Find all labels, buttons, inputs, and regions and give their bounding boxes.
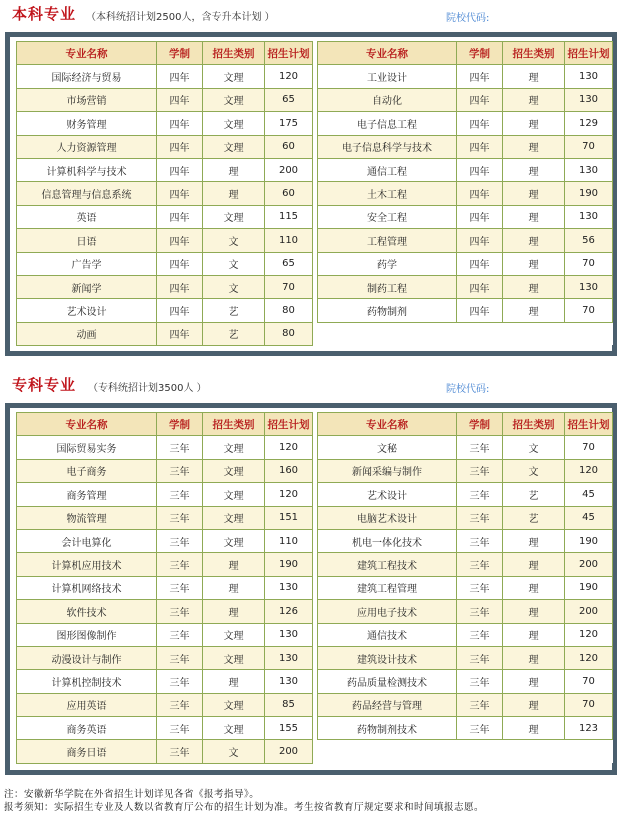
table-row bbox=[17, 670, 313, 693]
table-cell: 175 bbox=[265, 112, 313, 135]
table-cell: 文 bbox=[203, 275, 265, 298]
table-cell: 应用电子技术 bbox=[318, 600, 457, 623]
table-cell: 理 bbox=[203, 553, 265, 576]
table-cell: 126 bbox=[265, 600, 313, 623]
table-cell: 三年 bbox=[157, 623, 203, 646]
empty-cell bbox=[457, 740, 503, 763]
table-row bbox=[17, 182, 313, 205]
undergrad-header bbox=[0, 2, 624, 26]
table-cell: 文理 bbox=[203, 529, 265, 552]
table-cell: 160 bbox=[265, 459, 313, 482]
table-cell: 新闻学 bbox=[17, 275, 157, 298]
table-row bbox=[17, 459, 313, 482]
table-cell: 三年 bbox=[457, 623, 503, 646]
table-row bbox=[318, 459, 613, 482]
table-cell: 四年 bbox=[457, 88, 503, 111]
table-cell: 三年 bbox=[457, 553, 503, 576]
table-cell: 文 bbox=[203, 252, 265, 275]
column-header: 专业名称 bbox=[318, 413, 457, 436]
table-cell: 120 bbox=[265, 436, 313, 459]
table-cell: 理 bbox=[503, 529, 565, 552]
college-table-right bbox=[317, 412, 613, 763]
table-cell: 理 bbox=[503, 576, 565, 599]
table-cell: 85 bbox=[265, 693, 313, 716]
table-cell: 动漫设计与制作 bbox=[17, 646, 157, 669]
table-cell: 理 bbox=[503, 182, 565, 205]
table-cell: 建筑设计技术 bbox=[318, 646, 457, 669]
table-cell: 艺 bbox=[203, 299, 265, 322]
table-cell: 三年 bbox=[157, 646, 203, 669]
table-row bbox=[17, 576, 313, 599]
table-row bbox=[318, 623, 613, 646]
table-row bbox=[17, 112, 313, 135]
table-cell: 理 bbox=[503, 646, 565, 669]
table-cell: 三年 bbox=[157, 670, 203, 693]
table-cell: 四年 bbox=[157, 229, 203, 252]
table-row bbox=[17, 252, 313, 275]
table-row bbox=[17, 229, 313, 252]
table-cell: 四年 bbox=[157, 135, 203, 158]
table-row bbox=[17, 506, 313, 529]
table-cell: 130 bbox=[565, 275, 613, 298]
table-cell: 理 bbox=[203, 158, 265, 181]
table-cell: 文理 bbox=[203, 623, 265, 646]
table-cell: 三年 bbox=[157, 600, 203, 623]
table-cell: 动画 bbox=[17, 322, 157, 345]
undergrad-code-label: 院校代码: bbox=[446, 13, 490, 24]
table-cell: 四年 bbox=[457, 182, 503, 205]
table-cell: 四年 bbox=[157, 205, 203, 228]
table-cell: 图形图像制作 bbox=[17, 623, 157, 646]
table-cell: 129 bbox=[565, 112, 613, 135]
table-cell: 制药工程 bbox=[318, 275, 457, 298]
table-cell: 商务管理 bbox=[17, 483, 157, 506]
table-row bbox=[318, 436, 613, 459]
table-cell: 通信技术 bbox=[318, 623, 457, 646]
table-row bbox=[17, 623, 313, 646]
table-cell: 130 bbox=[565, 205, 613, 228]
table-cell: 110 bbox=[265, 529, 313, 552]
table-cell: 自动化 bbox=[318, 88, 457, 111]
table-cell: 计算机网络技术 bbox=[17, 576, 157, 599]
table-cell: 三年 bbox=[457, 600, 503, 623]
table-row bbox=[17, 158, 313, 181]
table-row bbox=[17, 299, 313, 322]
table-cell: 艺术设计 bbox=[318, 483, 457, 506]
footnote-1: 注：安徽新华学院在外省招生计划详见各省《报考指导》。 bbox=[4, 789, 260, 800]
table-cell: 艺 bbox=[203, 322, 265, 345]
table-row bbox=[17, 740, 313, 763]
table-cell: 文理 bbox=[203, 135, 265, 158]
table-row bbox=[318, 717, 613, 740]
table-cell: 190 bbox=[565, 529, 613, 552]
column-header: 招生计划 bbox=[265, 42, 313, 65]
table-cell: 艺术设计 bbox=[17, 299, 157, 322]
table-cell: 理 bbox=[503, 299, 565, 322]
table-cell: 文理 bbox=[203, 65, 265, 88]
table-cell: 市场营销 bbox=[17, 88, 157, 111]
column-header: 招生类别 bbox=[503, 413, 565, 436]
table-row bbox=[17, 529, 313, 552]
column-header: 招生类别 bbox=[503, 42, 565, 65]
table-cell: 三年 bbox=[457, 529, 503, 552]
table-cell: 国际贸易实务 bbox=[17, 436, 157, 459]
column-header: 专业名称 bbox=[17, 413, 157, 436]
table-cell: 200 bbox=[265, 158, 313, 181]
column-header: 招生计划 bbox=[265, 413, 313, 436]
table-cell: 130 bbox=[265, 646, 313, 669]
college-note: （专科统招计划3500人 ） bbox=[88, 383, 207, 394]
table-cell: 四年 bbox=[157, 299, 203, 322]
table-cell: 四年 bbox=[457, 112, 503, 135]
table-row bbox=[17, 436, 313, 459]
table-cell: 80 bbox=[265, 299, 313, 322]
table-cell: 三年 bbox=[157, 483, 203, 506]
table-cell: 70 bbox=[565, 436, 613, 459]
table-row bbox=[318, 553, 613, 576]
table-cell: 药品经营与管理 bbox=[318, 693, 457, 716]
table-cell: 155 bbox=[265, 717, 313, 740]
empty-cell bbox=[565, 740, 613, 763]
table-cell: 四年 bbox=[157, 158, 203, 181]
table-cell: 四年 bbox=[157, 65, 203, 88]
column-header: 招生类别 bbox=[203, 42, 265, 65]
table-cell: 130 bbox=[265, 670, 313, 693]
table-cell: 新闻采编与制作 bbox=[318, 459, 457, 482]
table-cell: 文理 bbox=[203, 436, 265, 459]
table-row bbox=[17, 135, 313, 158]
undergrad-table-left bbox=[16, 41, 313, 346]
table-cell: 建筑工程技术 bbox=[318, 553, 457, 576]
table-cell: 财务管理 bbox=[17, 112, 157, 135]
table-cell: 130 bbox=[265, 576, 313, 599]
table-row bbox=[17, 65, 313, 88]
table-row bbox=[318, 112, 613, 135]
empty-cell bbox=[565, 322, 613, 345]
table-cell: 190 bbox=[265, 553, 313, 576]
table-cell: 三年 bbox=[457, 717, 503, 740]
column-header: 学制 bbox=[157, 413, 203, 436]
table-cell: 四年 bbox=[157, 275, 203, 298]
table-cell: 四年 bbox=[157, 322, 203, 345]
table-cell: 理 bbox=[503, 158, 565, 181]
table-row bbox=[318, 693, 613, 716]
table-row bbox=[17, 88, 313, 111]
table-cell: 文理 bbox=[203, 112, 265, 135]
table-cell: 文 bbox=[203, 229, 265, 252]
college-table-left bbox=[16, 412, 313, 764]
table-cell: 文理 bbox=[203, 646, 265, 669]
table-cell: 机电一体化技术 bbox=[318, 529, 457, 552]
empty-cell bbox=[318, 740, 457, 763]
table-cell: 60 bbox=[265, 135, 313, 158]
table-cell: 电子信息科学与技术 bbox=[318, 135, 457, 158]
table-cell: 日语 bbox=[17, 229, 157, 252]
table-cell: 电子商务 bbox=[17, 459, 157, 482]
table-cell: 软件技术 bbox=[17, 600, 157, 623]
table-row bbox=[318, 229, 613, 252]
table-cell: 英语 bbox=[17, 205, 157, 228]
table-cell: 130 bbox=[565, 88, 613, 111]
table-cell: 理 bbox=[503, 693, 565, 716]
table-cell: 理 bbox=[503, 553, 565, 576]
college-title: 专科专业 bbox=[12, 376, 77, 394]
table-cell: 艺 bbox=[503, 483, 565, 506]
table-cell: 文 bbox=[203, 740, 265, 763]
table-cell: 理 bbox=[503, 252, 565, 275]
table-cell: 药学 bbox=[318, 252, 457, 275]
table-cell: 130 bbox=[565, 65, 613, 88]
table-cell: 理 bbox=[203, 670, 265, 693]
table-cell: 计算机科学与技术 bbox=[17, 158, 157, 181]
empty-cell bbox=[503, 322, 565, 345]
table-cell: 理 bbox=[203, 576, 265, 599]
table-cell: 三年 bbox=[157, 529, 203, 552]
empty-cell bbox=[457, 322, 503, 345]
table-row bbox=[17, 553, 313, 576]
table-cell: 安全工程 bbox=[318, 205, 457, 228]
table-cell: 药品质量检测技术 bbox=[318, 670, 457, 693]
table-cell: 理 bbox=[503, 135, 565, 158]
table-cell: 三年 bbox=[457, 459, 503, 482]
table-row bbox=[318, 600, 613, 623]
table-row bbox=[17, 693, 313, 716]
table-cell: 艺 bbox=[503, 506, 565, 529]
column-header: 招生计划 bbox=[565, 413, 613, 436]
table-row bbox=[318, 529, 613, 552]
table-cell: 商务日语 bbox=[17, 740, 157, 763]
column-header: 专业名称 bbox=[318, 42, 457, 65]
table-cell: 信息管理与信息系统 bbox=[17, 182, 157, 205]
table-cell: 文 bbox=[503, 459, 565, 482]
table-cell: 理 bbox=[503, 229, 565, 252]
table-cell: 151 bbox=[265, 506, 313, 529]
empty-cell bbox=[503, 740, 565, 763]
table-cell: 文理 bbox=[203, 205, 265, 228]
table-cell: 80 bbox=[265, 322, 313, 345]
table-cell: 三年 bbox=[157, 740, 203, 763]
table-cell: 四年 bbox=[457, 135, 503, 158]
table-row bbox=[318, 322, 613, 345]
table-cell: 三年 bbox=[457, 646, 503, 669]
table-row bbox=[318, 576, 613, 599]
undergrad-title: 本科专业 bbox=[12, 5, 77, 23]
table-cell: 文理 bbox=[203, 693, 265, 716]
table-cell: 理 bbox=[503, 670, 565, 693]
table-cell: 三年 bbox=[157, 553, 203, 576]
table-row bbox=[17, 275, 313, 298]
table-cell: 120 bbox=[565, 459, 613, 482]
table-cell: 70 bbox=[565, 670, 613, 693]
table-header-row bbox=[318, 413, 613, 436]
table-row bbox=[318, 299, 613, 322]
table-header-row bbox=[318, 42, 613, 65]
column-header: 招生类别 bbox=[203, 413, 265, 436]
table-cell: 通信工程 bbox=[318, 158, 457, 181]
table-cell: 四年 bbox=[457, 275, 503, 298]
table-cell: 65 bbox=[265, 88, 313, 111]
table-cell: 三年 bbox=[457, 483, 503, 506]
college-frame bbox=[5, 403, 617, 775]
table-row bbox=[318, 483, 613, 506]
table-cell: 理 bbox=[203, 600, 265, 623]
table-cell: 三年 bbox=[457, 436, 503, 459]
empty-cell bbox=[318, 322, 457, 345]
table-cell: 物流管理 bbox=[17, 506, 157, 529]
table-cell: 文理 bbox=[203, 483, 265, 506]
table-cell: 120 bbox=[565, 623, 613, 646]
table-cell: 120 bbox=[565, 646, 613, 669]
table-cell: 四年 bbox=[157, 252, 203, 275]
table-cell: 三年 bbox=[457, 670, 503, 693]
table-cell: 工程管理 bbox=[318, 229, 457, 252]
table-cell: 电脑艺术设计 bbox=[318, 506, 457, 529]
table-cell: 123 bbox=[565, 717, 613, 740]
table-row bbox=[318, 275, 613, 298]
table-row bbox=[17, 483, 313, 506]
table-cell: 土木工程 bbox=[318, 182, 457, 205]
table-cell: 65 bbox=[265, 252, 313, 275]
table-cell: 70 bbox=[565, 135, 613, 158]
table-cell: 理 bbox=[503, 112, 565, 135]
college-header bbox=[0, 373, 624, 397]
table-cell: 四年 bbox=[157, 182, 203, 205]
table-row bbox=[17, 205, 313, 228]
table-cell: 四年 bbox=[457, 299, 503, 322]
table-cell: 130 bbox=[565, 158, 613, 181]
table-cell: 理 bbox=[503, 717, 565, 740]
table-cell: 200 bbox=[565, 600, 613, 623]
table-cell: 三年 bbox=[457, 576, 503, 599]
undergrad-frame bbox=[5, 32, 617, 356]
table-row bbox=[318, 252, 613, 275]
table-row bbox=[17, 600, 313, 623]
table-cell: 广告学 bbox=[17, 252, 157, 275]
table-cell: 120 bbox=[265, 483, 313, 506]
table-cell: 计算机应用技术 bbox=[17, 553, 157, 576]
table-cell: 三年 bbox=[457, 693, 503, 716]
table-row bbox=[318, 205, 613, 228]
table-row bbox=[318, 670, 613, 693]
table-cell: 三年 bbox=[157, 436, 203, 459]
table-row bbox=[17, 717, 313, 740]
table-cell: 200 bbox=[565, 553, 613, 576]
table-row bbox=[17, 646, 313, 669]
table-row bbox=[17, 322, 313, 345]
table-cell: 会计电算化 bbox=[17, 529, 157, 552]
table-cell: 工业设计 bbox=[318, 65, 457, 88]
table-cell: 70 bbox=[565, 693, 613, 716]
table-cell: 四年 bbox=[457, 229, 503, 252]
table-cell: 文理 bbox=[203, 506, 265, 529]
table-cell: 理 bbox=[503, 205, 565, 228]
column-header: 专业名称 bbox=[17, 42, 157, 65]
table-row bbox=[318, 506, 613, 529]
table-cell: 60 bbox=[265, 182, 313, 205]
footnote-2: 报考须知：实际招生专业及人数以省教育厅公布的招生计划为准。考生按省教育厅规定要求和时间填报志愿。 bbox=[4, 802, 485, 813]
table-cell: 三年 bbox=[157, 459, 203, 482]
table-cell: 药物制剂技术 bbox=[318, 717, 457, 740]
table-row bbox=[318, 740, 613, 763]
table-cell: 计算机控制技术 bbox=[17, 670, 157, 693]
table-cell: 电子信息工程 bbox=[318, 112, 457, 135]
table-cell: 四年 bbox=[457, 252, 503, 275]
table-row bbox=[318, 158, 613, 181]
table-header-row bbox=[17, 42, 313, 65]
table-cell: 建筑工程管理 bbox=[318, 576, 457, 599]
table-cell: 人力资源管理 bbox=[17, 135, 157, 158]
table-cell: 文 bbox=[503, 436, 565, 459]
undergrad-table-right bbox=[317, 41, 613, 345]
table-cell: 应用英语 bbox=[17, 693, 157, 716]
table-cell: 文理 bbox=[203, 717, 265, 740]
table-cell: 文秘 bbox=[318, 436, 457, 459]
table-cell: 130 bbox=[265, 623, 313, 646]
table-cell: 理 bbox=[503, 600, 565, 623]
college-code-label: 院校代码: bbox=[446, 384, 490, 395]
table-cell: 三年 bbox=[157, 717, 203, 740]
table-cell: 理 bbox=[203, 182, 265, 205]
column-header: 学制 bbox=[157, 42, 203, 65]
table-cell: 56 bbox=[565, 229, 613, 252]
table-cell: 理 bbox=[503, 88, 565, 111]
table-header-row bbox=[17, 413, 313, 436]
table-cell: 四年 bbox=[457, 205, 503, 228]
column-header: 招生计划 bbox=[565, 42, 613, 65]
table-cell: 三年 bbox=[157, 576, 203, 599]
table-cell: 70 bbox=[565, 252, 613, 275]
table-row bbox=[318, 88, 613, 111]
table-cell: 三年 bbox=[457, 506, 503, 529]
table-cell: 190 bbox=[565, 182, 613, 205]
table-cell: 190 bbox=[565, 576, 613, 599]
table-cell: 70 bbox=[565, 299, 613, 322]
column-header: 学制 bbox=[457, 42, 503, 65]
table-cell: 45 bbox=[565, 483, 613, 506]
table-cell: 四年 bbox=[157, 112, 203, 135]
table-cell: 四年 bbox=[457, 158, 503, 181]
table-cell: 理 bbox=[503, 623, 565, 646]
undergrad-note: （本科统招计划2500人，含专升本计划 ） bbox=[86, 12, 275, 23]
table-cell: 四年 bbox=[157, 88, 203, 111]
table-cell: 70 bbox=[265, 275, 313, 298]
table-cell: 200 bbox=[265, 740, 313, 763]
table-cell: 120 bbox=[265, 65, 313, 88]
table-row bbox=[318, 182, 613, 205]
table-cell: 国际经济与贸易 bbox=[17, 65, 157, 88]
table-cell: 45 bbox=[565, 506, 613, 529]
table-cell: 药物制剂 bbox=[318, 299, 457, 322]
table-row bbox=[318, 135, 613, 158]
table-cell: 理 bbox=[503, 65, 565, 88]
table-cell: 商务英语 bbox=[17, 717, 157, 740]
table-cell: 三年 bbox=[157, 693, 203, 716]
table-cell: 110 bbox=[265, 229, 313, 252]
table-cell: 115 bbox=[265, 205, 313, 228]
column-header: 学制 bbox=[457, 413, 503, 436]
table-cell: 文理 bbox=[203, 459, 265, 482]
table-cell: 四年 bbox=[457, 65, 503, 88]
table-cell: 理 bbox=[503, 275, 565, 298]
table-row bbox=[318, 65, 613, 88]
table-cell: 文理 bbox=[203, 88, 265, 111]
table-cell: 三年 bbox=[157, 506, 203, 529]
table-row bbox=[318, 646, 613, 669]
